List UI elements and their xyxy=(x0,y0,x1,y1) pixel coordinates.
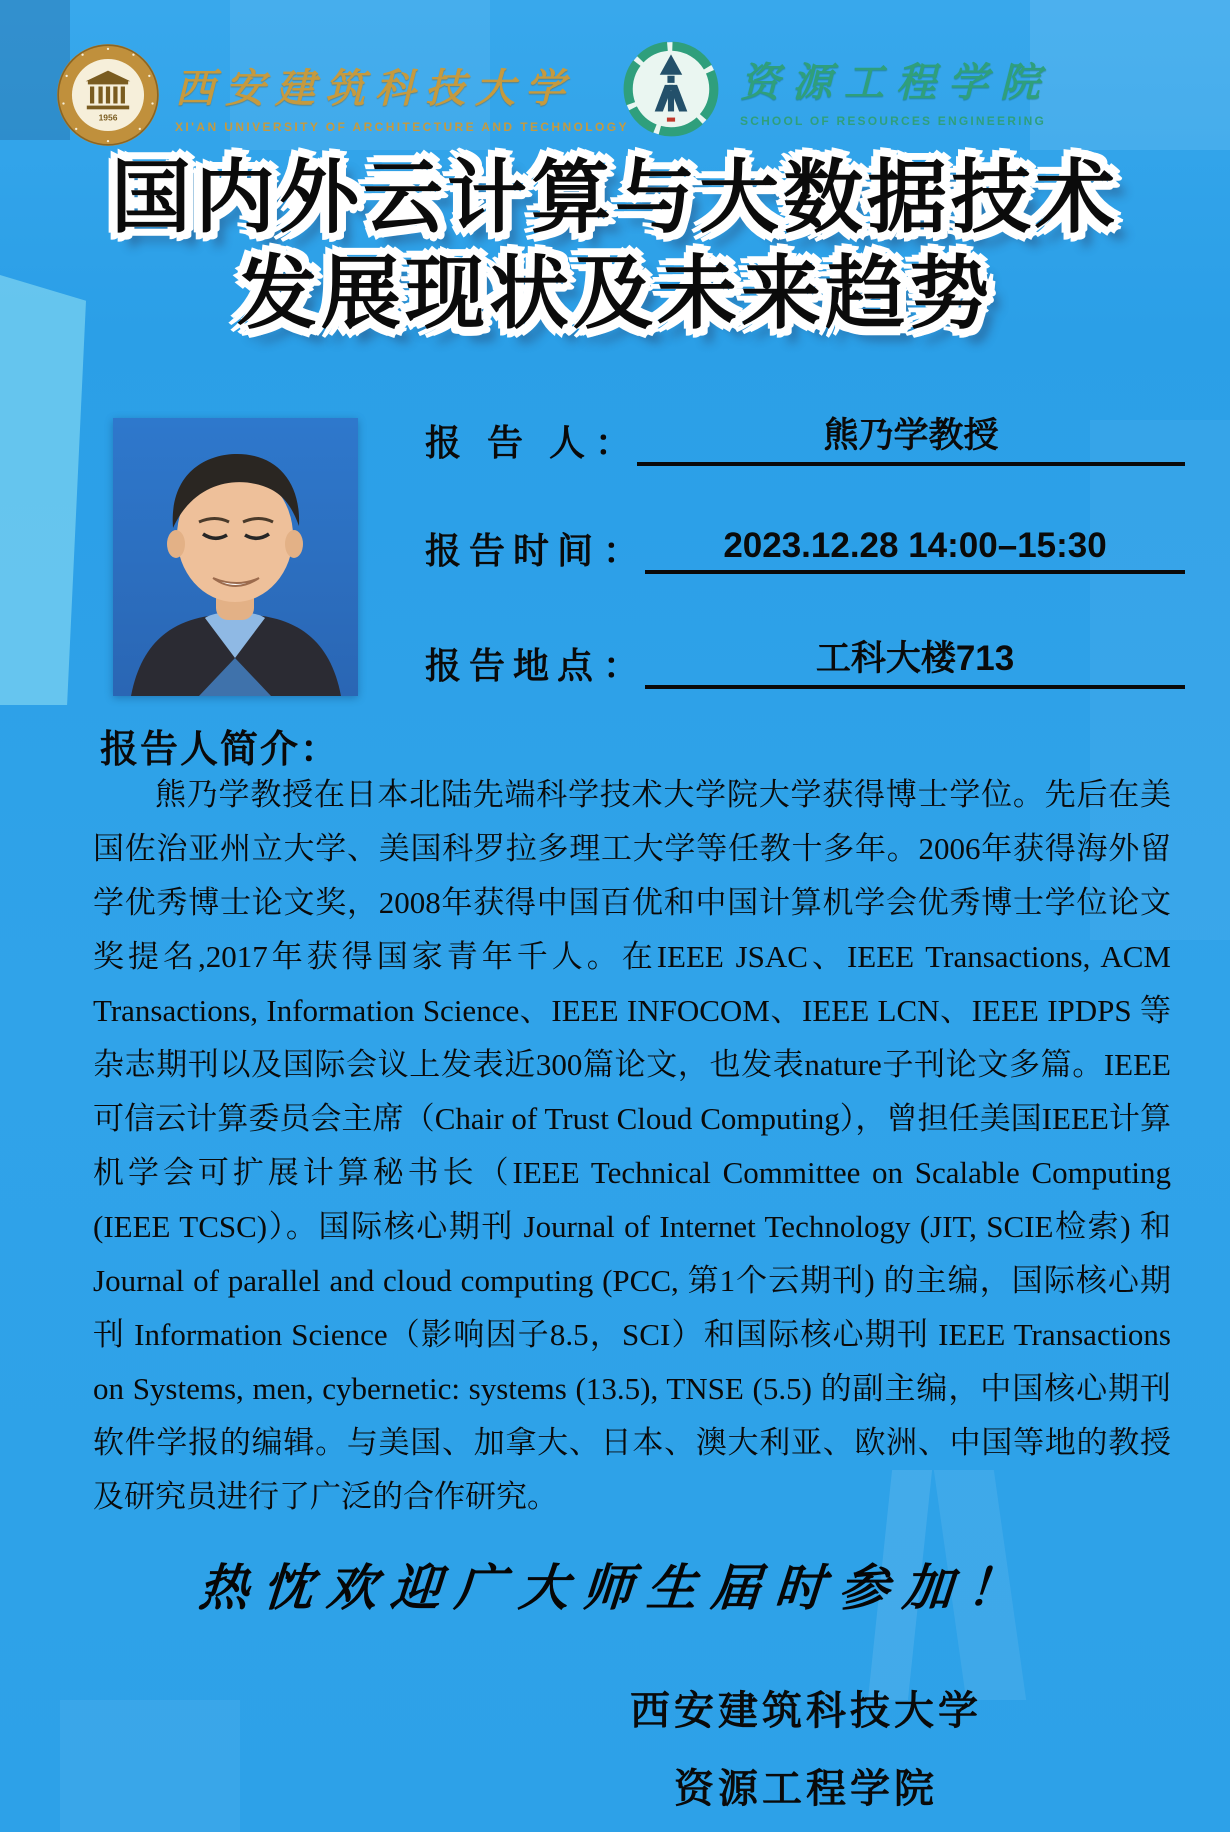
time-value: 2023.12.28 14:00–15:30 xyxy=(645,526,1185,574)
lecture-info xyxy=(425,408,1185,746)
organizer-line2: 资源工程学院 xyxy=(674,1767,938,1811)
speaker-label: 报 告 人 xyxy=(425,422,594,463)
bio-heading: 报告人简介： xyxy=(100,729,341,771)
school-emblem-icon xyxy=(620,38,722,140)
school-name-en: SCHOOL OF RESOURCES ENGINEERING xyxy=(740,113,1047,128)
university-branding xyxy=(55,42,629,148)
background-patch xyxy=(1030,0,1230,150)
school-name-zh: 资源工程学院 xyxy=(740,59,1052,105)
poster-title-line2: 发展现状及未来趋势 xyxy=(237,249,993,338)
organizer-signature xyxy=(630,1672,982,1828)
speaker-value: 熊乃学教授 xyxy=(637,408,1185,466)
location-label: 报告地点 xyxy=(425,645,602,686)
organizer-line1: 西安建筑科技大学 xyxy=(630,1689,982,1733)
poster-title xyxy=(0,150,1230,342)
bio-text: 熊乃学教授在日本北陆先端科学技术大学院大学获得博士学位。先后在美国佐治亚州立大学、美国科罗拉多理工大学等任教十多年。2006年获得海外留学优秀博士论文奖，2008年获得中国百优和中国计算机学会优秀博士学位论文奖提名,2017年获得国家青年千人。在IEEE JSAC、IEEE Transactions, ACM Transactions, Information Science、IEEE INFOCOM、IEEE LCN、IEEE IPDPS 等杂志期刊以及国际会议上发表近300篇论文，也发表nature子刊论文多篇。IEEE 可信云计算委员会主席（Chair of Trust Cloud Computing），曾担任美国IEEE计算机学会可扩展计算秘书长（IEEE Technical Committee on Scalable Computing (IEEE TCSC)）。国际核心期刊 Journal of Internet Technology (JIT, SCIE检索) 和 Journal of parallel and cloud computing (PCC, 第1个云期刊) 的主编，国际核心期刊 Information Science（影响因子8.5，SCI）和国际核心期刊 IEEE Transactions on Systems, men, cybernetic: systems (13.5), TNSE (5.5) 的副主编，中国核心期刊软件学报的编辑。与美国、加拿大、日本、澳大利亚、欧洲、中国等地的教授及研究员进行了广泛的合作研究。 xyxy=(93,777,1171,1514)
speaker-photo xyxy=(113,418,358,696)
background-patch xyxy=(60,1700,240,1832)
info-row-location xyxy=(425,631,1185,689)
seal-year: 1956 xyxy=(98,112,118,123)
location-value: 工科大楼713 xyxy=(645,631,1185,689)
university-name-en: XI'AN UNIVERSITY OF ARCHITECTURE AND TECHNOLOGY xyxy=(175,119,629,134)
info-row-speaker xyxy=(425,408,1185,466)
school-branding xyxy=(620,38,1052,140)
location-colon: ： xyxy=(603,645,640,686)
time-label: 报告时间 xyxy=(425,530,602,571)
university-seal-icon xyxy=(55,42,161,148)
university-name-zh: 西安建筑科技大学 xyxy=(175,65,575,111)
info-row-time xyxy=(425,523,1185,574)
time-colon: ： xyxy=(603,530,640,571)
welcome-message: 热忱欢迎广大师生届时参加！ xyxy=(196,1560,1033,1616)
speaker-colon: ： xyxy=(595,422,632,463)
poster-title-line1: 国内外云计算与大数据技术 xyxy=(111,153,1119,242)
